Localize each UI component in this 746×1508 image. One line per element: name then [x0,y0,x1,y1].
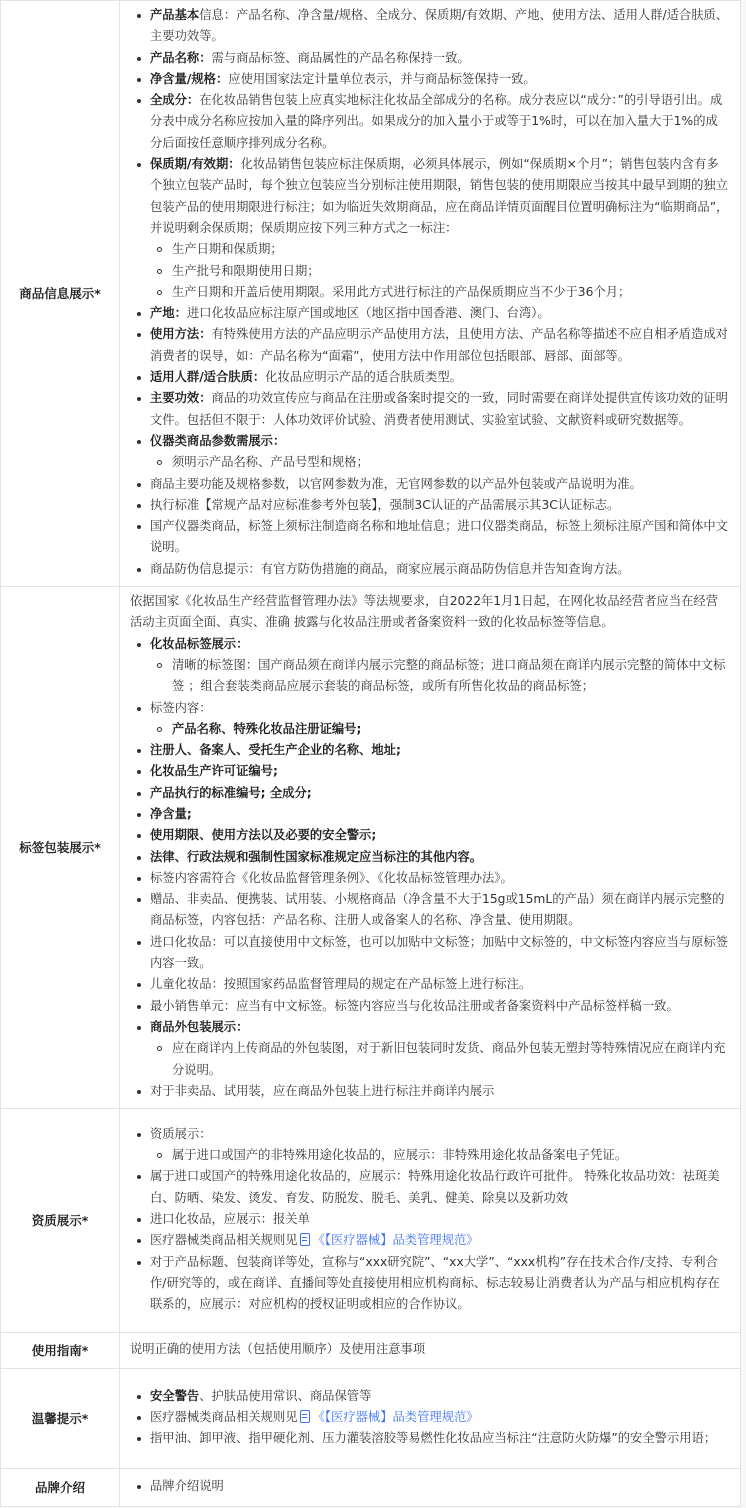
list-item: 产品基本信息：产品名称、净含量/规格、全成分、保质期/有效期、产地、使用方法、适用人群/适合肤质、主要功效等。 [150,5,730,48]
list-item: 净含量/规格：应使用国家法定计量单位表示，并与商品标签保持一致。 [150,69,730,90]
intro-text: 依据国家《化妆品生产经营监督管理办法》等法规要求，自2022年1月1日起，在网化妆品经营者应当在经营活动主页面全面、真实、准确 披露与化妆品注册或者备案资料一致的化妆品标签等信息。 [130,594,719,630]
list-item: 适用人群/适合肤质：化妆品应明示产品的适合肤质类型。 [150,367,730,388]
sub-list-item: 清晰的标签图：国产商品须在商详内展示完整的商品标签；进口商品须在商详内展示完整的简体中文标签 ；组合套装类商品应展示套装的商品标签，或所有所售化妆品的商品标签； [172,655,730,698]
row-label: 使用指南* [1,1333,120,1369]
list-item: 标签内容： 产品名称、特殊化妆品注册证编号; [150,698,730,741]
list-item: 品牌介绍说明 [150,1476,730,1497]
list-item: 资质展示： 属于进口或国产的非特殊用途化妆品的，应展示：非特殊用途化妆品备案电子凭证。 [150,1124,730,1167]
medical-device-rules-link[interactable]: 《【医疗器械】品类管理规范》 [312,1409,479,1424]
intro-text: 说明正确的使用方法（包括使用顺序）及使用注意事项 [130,1341,426,1356]
list-item: 执行标准【常规产品对应标准参考外包装】，强制3C认证的产品需展示其3C认证标志。 [150,495,730,516]
list-item: 国产仪器类商品，标签上须标注制造商名称和地址信息；进口仪器类商品，标签上须标注原产国和简体中文说明。 [150,516,730,559]
row-content [120,1,741,587]
row-content [120,587,741,1109]
list-item: 医疗器械类商品相关规则见 《【医疗器械】品类管理规范》 [150,1407,730,1428]
list-item: 净含量; [150,804,730,825]
list-item: 化妆品生产许可证编号; [150,761,730,782]
sub-list-item: 应在商详内上传商品的外包装图，对于新旧包装同时发货、商品外包装无塑封等特殊情况应在商详内充分说明。 [172,1038,730,1081]
list-item: 注册人、备案人、受托生产企业的名称、地址; [150,740,730,761]
list-item: 儿童化妆品：按照国家药品监督管理局的规定在产品标签上进行标注。 [150,974,730,995]
sub-list-item: 须明示产品名称、产品号型和规格； [172,452,730,473]
list-item: 化妆品标签展示： 清晰的标签图：国产商品须在商详内展示完整的商品标签；进口商品须在商详内展示完整的简体中文标签 ；组合套装类商品应展示套装的商品标签，或所有所售化妆品的商品标签； [150,634,730,698]
sub-list-item: 产品名称、特殊化妆品注册证编号; [172,719,730,740]
list-item: 产品名称：需与商品标签、商品属性的产品名称保持一致。 [150,48,730,69]
list-item: 指甲油、卸甲液、指甲硬化剂、压力灌装溶胶等易燃性化妆品应当标注“注意防火防爆”的安全警示用语； [150,1428,730,1449]
list-item: 属于进口或国产的特殊用途化妆品的，应展示：特殊用途化妆品行政许可批件。 特殊化妆品功效：祛斑美白、防晒、染发、烫发、育发、防脱发、脱毛、美乳、健美、除臭以及新功效 [150,1166,730,1209]
sub-list-item: 生产日期和开盖后使用期限。采用此方式进行标注的产品保质期应当不少于36个月； [172,282,730,303]
list-item: 仪器类商品参数需展示： 须明示产品名称、产品号型和规格； [150,431,730,474]
row-label: 标签包装展示* [1,587,120,1109]
row-content [120,1109,741,1333]
list-item: 对于产品标题、包装商详等处，宣称与“xxx研究院”、“xx大学”、“xxx机构”存在技术合作/支持、专利合作/研究等的，或在商详、直播间等处直接使用相应机构商标、标志较易让消费者认为产品与相应机构存在联系的，应展示：对应机构的授权证明或相应的合作协议。 [150,1252,730,1316]
table-row [1,1,741,587]
list-item: 产地：进口化妆品应标注原产国或地区（地区指中国香港、澳门、台湾）。 [150,303,730,324]
list-item: 赠品、非卖品、便携装、试用装、小规格商品（净含量不大于15g或15mL的产品）须在商详内展示完整的商品标签，内容包括：产品名称、注册人或备案人的名称、净含量、使用期限。 [150,889,730,932]
list-item: 标签内容需符合《化妆品监督管理条例》、《化妆品标签管理办法》。 [150,868,730,889]
list-item: 使用期限、使用方法以及必要的安全警示; [150,825,730,846]
row-label: 品牌介绍 [1,1469,120,1507]
table-row [1,1369,741,1469]
row-content [120,1469,741,1507]
list-item: 法律、行政法规和强制性国家标准规定应当标注的其他内容。 [150,847,730,868]
list-item: 商品主要功能及规格参数，以官网参数为准，无官网参数的以产品外包装或产品说明为准。 [150,474,730,495]
sub-list-item: 生产日期和保质期； [172,239,730,260]
list-item: 使用方法：有特殊使用方法的产品应明示产品使用方法，且使用方法、产品名称等描述不应自相矛盾造成对消费者的误导，如：产品名称为“面霜”，使用方法中作用部位包括眼部、唇部、面部等。 [150,324,730,367]
list-item: 进口化妆品，应展示：报关单 [150,1209,730,1230]
sub-list-item: 属于进口或国产的非特殊用途化妆品的，应展示：非特殊用途化妆品备案电子凭证。 [172,1145,730,1166]
list-item: 对于非卖品、试用装，应在商品外包装上进行标注并商详内展示 [150,1081,730,1102]
sub-list-item: 生产批号和限期使用日期； [172,261,730,282]
table-row [1,1333,741,1369]
table-row [1,587,741,1109]
document-icon [300,1410,310,1423]
list-item: 商品防伪信息提示：有官方防伪措施的商品，商家应展示商品防伪信息并告知查询方法。 [150,559,730,580]
row-content [120,1333,741,1369]
row-label: 温馨提示* [1,1369,120,1469]
list-item: 商品外包装展示： 应在商详内上传商品的外包装图，对于新旧包装同时发货、商品外包装无塑封等特殊情况应在商详内充分说明。 [150,1017,730,1081]
list-item: 医疗器械类商品相关规则见 《【医疗器械】品类管理规范》 [150,1230,730,1251]
list-item: 产品执行的标准编号; 全成分; [150,783,730,804]
document-icon [300,1233,310,1246]
list-item: 进口化妆品：可以直接使用中文标签，也可以加贴中文标签；加贴中文标签的，中文标签内容应当与原标签内容一致。 [150,932,730,975]
row-content [120,1369,741,1469]
list-item: 最小销售单元：应当有中文标签。标签内容应当与化妆品注册或者备案资料中产品标签样稿一致。 [150,996,730,1017]
table-row [1,1109,741,1333]
list-item: 全成分：在化妆品销售包装上应真实地标注化妆品全部成分的名称。成分表应以“成分：”的引导语引出。成分表中成分名称应按加入量的降序列出。如果成分的加入量小于或等于1%时，可以在加入量大于1%的成分后面按任意顺序排列成分名称。 [150,90,730,154]
row-label: 商品信息展示* [1,1,120,587]
medical-device-rules-link[interactable]: 《【医疗器械】品类管理规范》 [312,1233,479,1248]
list-item: 保质期/有效期：化妆品销售包装应标注保质期，必须具体展示，例如“保质期×个月”；销售包装内含有多个独立包装产品时，每个独立包装应当分别标注使用期限，销售包装的使用期限应当按其中最早到期的独立包装产品的使用期限进行标注；如为临近失效期商品，应在商品详情页面醒目位置明确标注为“临期商品”，并说明剩余保质期；保质期应按下列三种方式之一标注： 生产日期和保质期； 生产批号和限期使用日期； 生产日期和开盖后使用期限。采用此方式进行标注的产品保质期应当不少于36个月； [150,154,730,303]
list-item: 安全警告、护肤品使用常识、商品保管等 [150,1386,730,1407]
row-label: 资质展示* [1,1109,120,1333]
table-row [1,1469,741,1507]
list-item: 主要功效：商品的功效宣传应与商品在注册或备案时提交的一致，同时需要在商详处提供宣传该功效的证明文件。包括但不限于：人体功效评价试验、消费者使用测试、实验室试验、文献资料或研究数据等。 [150,388,730,431]
